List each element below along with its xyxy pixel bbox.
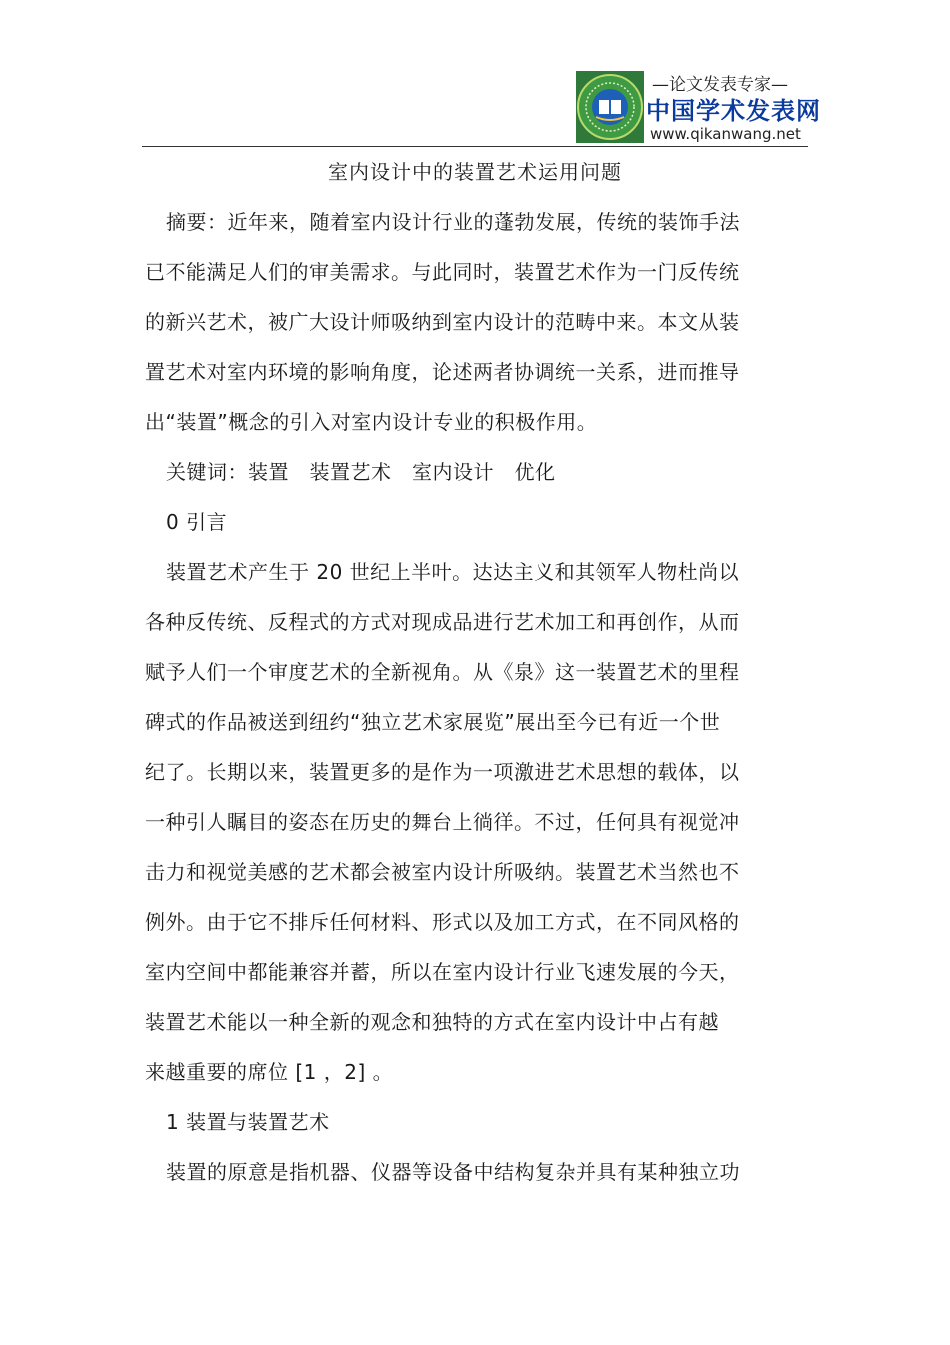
text-line: 赋予人们一个审度艺术的全新视角。从《泉》这一装置艺术的里程 [145,660,740,684]
site-name: 中国学术发表网 [646,97,821,125]
abstract-paragraph [145,197,765,447]
site-banner [642,73,821,145]
section-1-heading [145,1097,765,1147]
site-tagline: —论文发表专家— [652,75,788,95]
section-heading: 1 装置与装置艺术 [166,1110,330,1134]
text-line: 的新兴艺术，被广大设计师吸纳到室内设计的范畴中来。本文从装 [145,310,740,334]
text-line: 来越重要的席位 [1 ，2] 。 [145,1060,394,1084]
site-logo [576,71,821,145]
section-heading: 0 引言 [166,510,228,534]
page-header [142,68,821,148]
text-line: 击力和视觉美感的艺术都会被室内设计所吸纳。装置艺术当然也不 [145,860,740,884]
text-line: 装置艺术产生于 20 世纪上半叶。达达主义和其领军人物杜尚以 [166,560,740,584]
text-line: 装置艺术能以一种全新的观念和独特的方式在室内设计中占有越 [145,1010,719,1034]
section-0-heading [145,497,765,547]
text-line: 置艺术对室内环境的影响角度，论述两者协调统一关系，进而推导 [145,360,740,384]
seal-emblem-icon [576,71,644,143]
site-url: www.qikanwang.net [650,125,801,143]
article-title: 室内设计中的装置艺术运用问题 [328,160,622,184]
text-line: 已不能满足人们的审美需求。与此同时，装置艺术作为一门反传统 [145,260,740,284]
header-divider [142,146,808,147]
text-line: 一种引人瞩目的姿态在历史的舞台上徜徉。不过，任何具有视觉冲 [145,810,740,834]
text-line: 例外。由于它不排斥任何材料、形式以及加工方式，在不同风格的 [145,910,740,934]
text-line: 出“装置”概念的引入对室内设计专业的积极作用。 [145,410,598,434]
text-line: 摘要：近年来，随着室内设计行业的蓬勃发展，传统的装饰手法 [166,210,740,234]
text-line: 室内空间中都能兼容并蓄，所以在室内设计行业飞速发展的今天， [145,960,740,984]
text-line: 各种反传统、反程式的方式对现成品进行艺术加工和再创作，从而 [145,610,740,634]
text-line: 碑式的作品被送到纽约“独立艺术家展览”展出至今已有近一个世 [145,710,721,734]
section-0-paragraph [145,547,765,1097]
text-line: 纪了。长期以来，装置更多的是作为一项激进艺术思想的载体，以 [145,760,740,784]
keywords-paragraph [145,447,765,497]
text-line: 装置的原意是指机器、仪器等设备中结构复杂并具有某种独立功 [166,1160,740,1184]
section-1-paragraph [145,1147,765,1197]
keywords-line: 关键词：装置 装置艺术 室内设计 优化 [166,460,556,484]
